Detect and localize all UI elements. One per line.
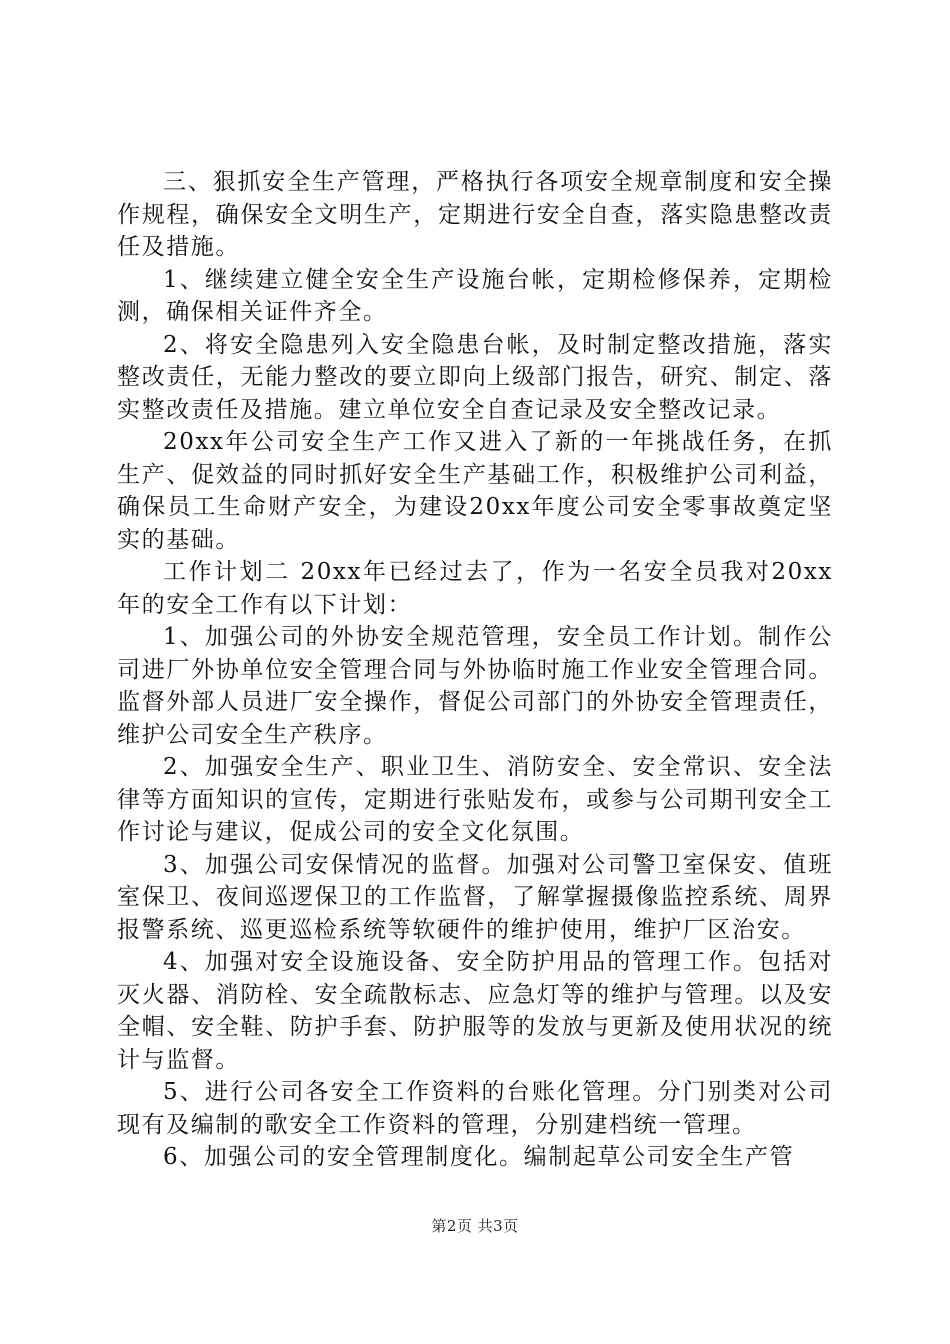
paragraph-7: 2、加强安全生产、职业卫生、消防安全、安全常识、安全法律等方面知识的宣传，定期进行张贴发布，或参与公司期刊安全工作讨论与建议，促成公司的安全文化氛围。	[117, 754, 833, 845]
paragraph-5: 工作计划二 20xx年已经过去了，作为一名安全员我对20xx年的安全工作有以下计划：	[117, 559, 833, 618]
paragraph-6: 1、加强公司的外协安全规范管理，安全员工作计划。制作公司进厂外协单位安全管理合同与外协临时施工作业安全管理合同。监督外部人员进厂安全操作，督促公司部门的外协安全管理责任，维护公司安全生产秩序。	[117, 624, 833, 748]
paragraph-3: 2、将安全隐患列入安全隐患台帐，及时制定整改措施，落实整改责任，无能力整改的要立即向上级部门报告，研究、制定、落实整改责任及措施。建立单位安全自查记录及安全整改记录。	[117, 331, 833, 423]
page-footer: 第2页 共3页	[431, 1217, 519, 1235]
paragraph-10: 5、进行公司各安全工作资料的台账化管理。分门别类对公司现有及编制的歌安全工作资料的管理，分别建档统一管理。	[117, 1079, 833, 1138]
paragraph-2: 1、继续建立健全安全生产设施台帐，定期检修保养，定期检测，确保相关证件齐全。	[117, 266, 833, 325]
paragraph-11: 6、加强公司的安全管理制度化。编制起草公司安全生产管	[163, 1144, 795, 1170]
paragraph-8: 3、加强公司安保情况的监督。加强对公司警卫室保安、值班室保卫、夜间巡逻保卫的工作监督，了解掌握摄像监控系统、周界报警系统、巡更巡检系统等软硬件的维护使用，维护厂区治安。	[117, 851, 833, 943]
paragraph-4: 20xx年公司安全生产工作又进入了新的一年挑战任务，在抓生产、促效益的同时抓好安全生产基础工作，积极维护公司利益，确保员工生命财产安全，为建设20xx年度公司安全零事故奠定坚实的基础。	[117, 429, 833, 553]
paragraph-1: 三、狠抓安全生产管理，严格执行各项安全规章制度和安全操作规程，确保安全文明生产，定期进行安全自查，落实隐患整改责任及措施。	[117, 169, 833, 260]
paragraph-9: 4、加强对安全设施设备、安全防护用品的管理工作。包括对灭火器、消防栓、安全疏散标志、应急灯等的维护与管理。以及安全帽、安全鞋、防护手套、防护服等的发放与更新及使用状况的统计与监督。	[117, 949, 833, 1073]
document-body	[117, 166, 833, 1174]
